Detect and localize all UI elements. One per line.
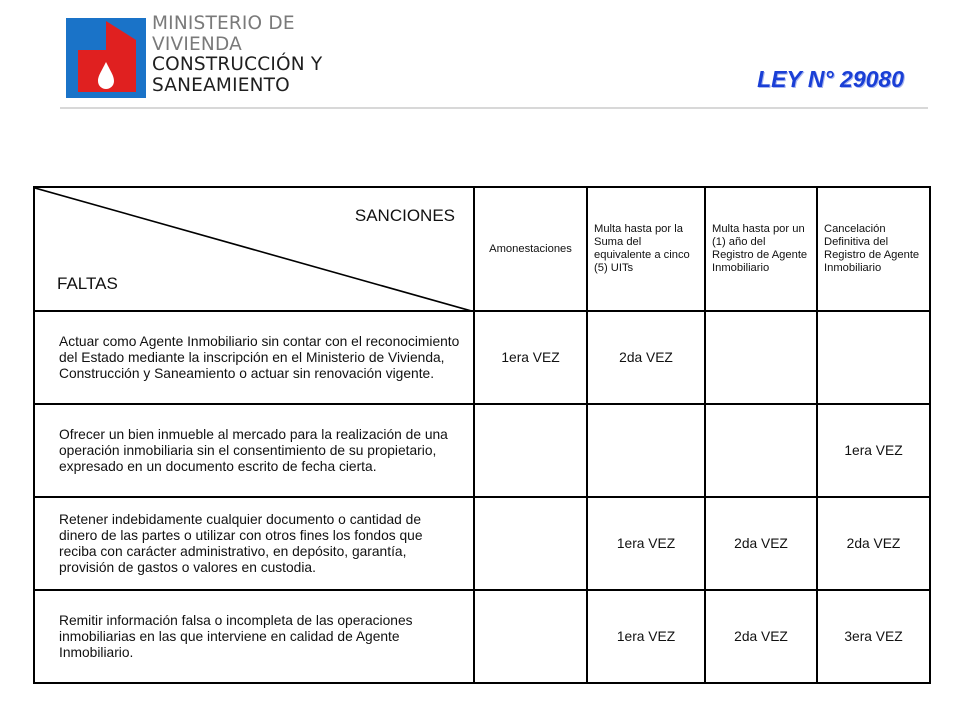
sanction-cell: 2da VEZ [817, 497, 930, 590]
faltas-label: FALTAS [57, 274, 118, 293]
table-row [34, 404, 930, 497]
logo-line-2: VIVIENDA [152, 33, 242, 55]
column-header-suspension: Multa hasta por un (1) año del Registro de Agente Inmobiliario [705, 187, 817, 311]
table-row [34, 590, 930, 683]
ministry-logo-icon [66, 18, 146, 98]
sanction-cell: 1era VEZ [817, 404, 930, 497]
falta-description: Actuar como Agente Inmobiliario sin contar con el reconocimiento del Estado mediante la inscripción en el Ministerio de Vivienda, Construcción y Saneamiento o actuar sin renovación vigente. [34, 311, 474, 404]
sanction-cell: 2da VEZ [705, 497, 817, 590]
sanction-cell: 2da VEZ [587, 311, 705, 404]
table-row [34, 311, 930, 404]
header-divider [60, 107, 928, 109]
column-header-multa: Multa hasta por la Suma del equivalente a cinco (5) UITs [587, 187, 705, 311]
corner-header-cell [34, 187, 474, 311]
falta-description: Remitir información falsa o incompleta de las operaciones inmobiliarias en las que interviene en calidad de Agente Inmobiliario. [34, 590, 474, 683]
column-header-cancelacion: Cancelación Definitiva del Registro de Agente Inmobiliario [817, 187, 930, 311]
column-header-amonestaciones: Amonestaciones [474, 187, 587, 311]
sanction-cell [474, 404, 587, 497]
sanction-cell [587, 404, 705, 497]
sanction-cell [705, 404, 817, 497]
table-row [34, 497, 930, 590]
sanction-cell [817, 311, 930, 404]
sanction-cell [474, 590, 587, 683]
law-title: LEY N° 29080 [757, 66, 904, 92]
ministry-logo-text [152, 14, 322, 96]
sanctions-table [33, 186, 931, 684]
sanction-cell: 3era VEZ [817, 590, 930, 683]
logo-line-1: MINISTERIO DE [152, 13, 295, 34]
logo-line-3: CONSTRUCCIÓN Y [152, 54, 323, 75]
sanction-cell [705, 311, 817, 404]
sanction-cell [474, 497, 587, 590]
sanction-cell: 1era VEZ [587, 590, 705, 683]
sanciones-label: SANCIONES [354, 206, 455, 225]
sanction-cell: 1era VEZ [587, 497, 705, 590]
sanction-cell: 2da VEZ [705, 590, 817, 683]
table-header-row [34, 187, 930, 311]
sanctions-table-container [33, 186, 929, 682]
falta-description: Retener indebidamente cualquier documento o cantidad de dinero de las partes o utilizar con otros fines los fondos que reciba con carácter administrativo, en depósito, garantía, provisión de gastos o valores en custodia. [34, 497, 474, 590]
sanction-cell: 1era VEZ [474, 311, 587, 404]
falta-description: Ofrecer un bien inmueble al mercado para la realización de una operación inmobiliaria sin el consentimiento de su propietario, expresado en un documento escrito de fecha cierta. [34, 404, 474, 497]
logo-line-4: SANEAMIENTO [152, 74, 290, 96]
